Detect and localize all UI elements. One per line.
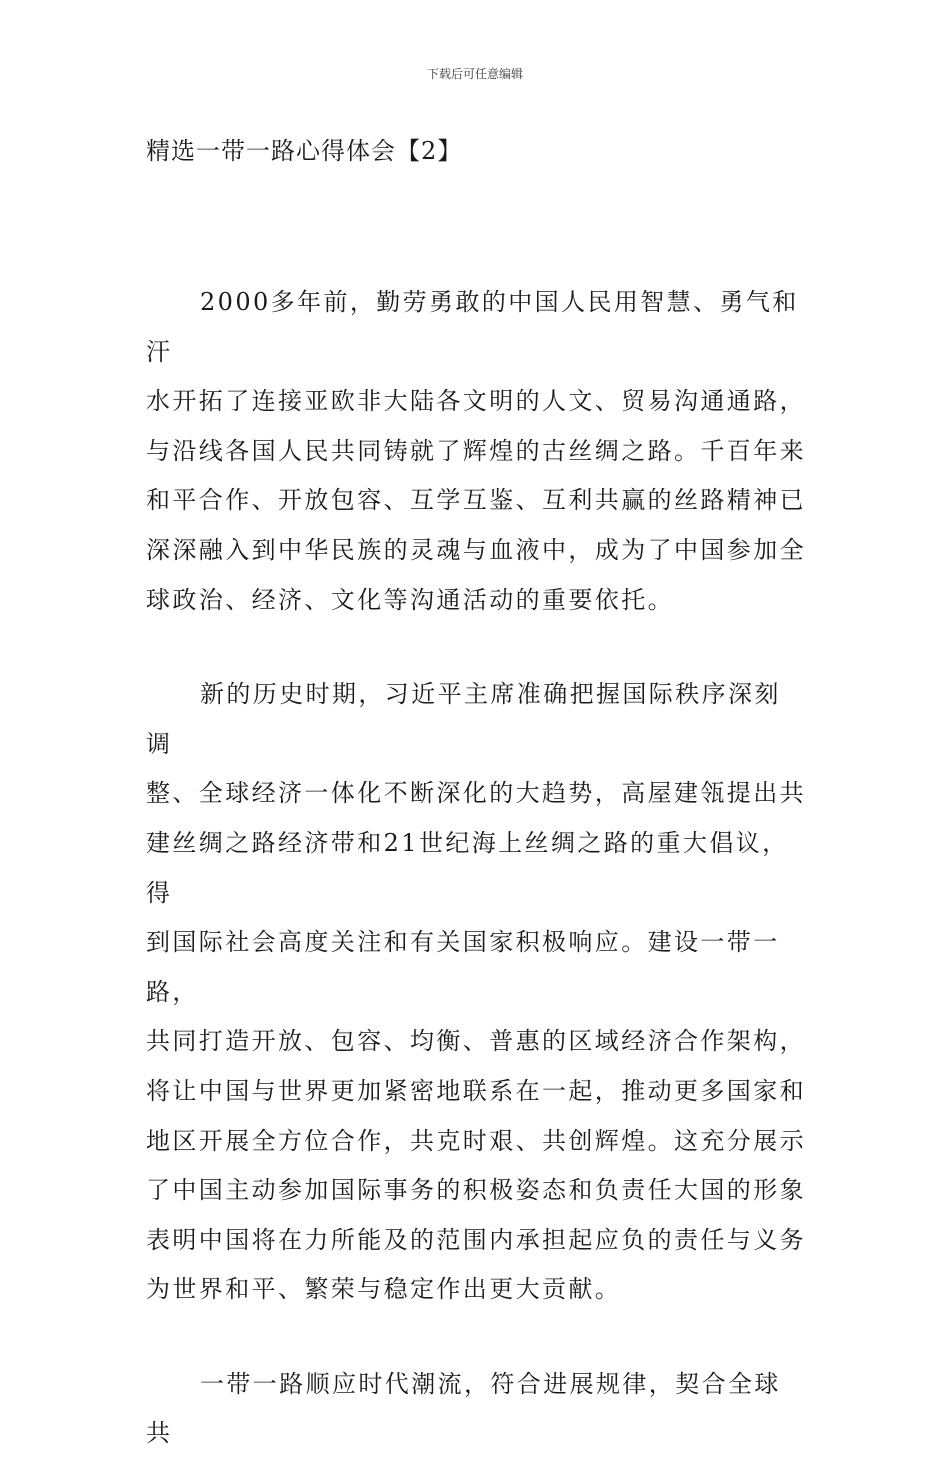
paragraph-1: 2000多年前，勤劳勇敢的中国人民用智慧、勇气和汗 水开拓了连接亚欧非大陆各文明的人文、贸易沟通通路， 与沿线各国人民共同铸就了辉煌的古丝绸之路。千百年来 和平合作、开放包容、互学互鉴、互利共赢的丝路精神已 深深融入到中华民族的灵魂与血液中，成为了中国参加全 球政治、经济、文化等沟通活动的重要依托。 [146,288,806,614]
document-title: 精选一带一路心得体会【2】 [146,137,463,165]
document-body [146,278,806,1459]
paragraph-3: 一带一路顺应时代潮流，符合进展规律，契合全球共 [146,1369,781,1448]
paragraph-2: 新的历史时期，习近平主席准确把握国际秩序深刻调 整、全球经济一体化不断深化的大趋势，高屋建瓴提出共 建丝绸之路经济带和21世纪海上丝绸之路的重大倡议，得 到国际社会高度关注和有关国家积极响应。建设一带一路， 共同打造开放、包容、均衡、普惠的区域经济合作架构， 将让中国与世界更加紧密地联系在一起，推动更多国家和 地区开展全方位合作，共克时艰、共创辉煌。这充分展示 了中国主动参加国际事务的积极姿态和负责任大国的形象 表明中国将在力所能及的范围内承担起应负的责任与义务 为世界和平、繁荣与稳定作出更大贡献。 [146,680,806,1304]
page-header-note: 下载后可任意编辑 [426,67,523,81]
